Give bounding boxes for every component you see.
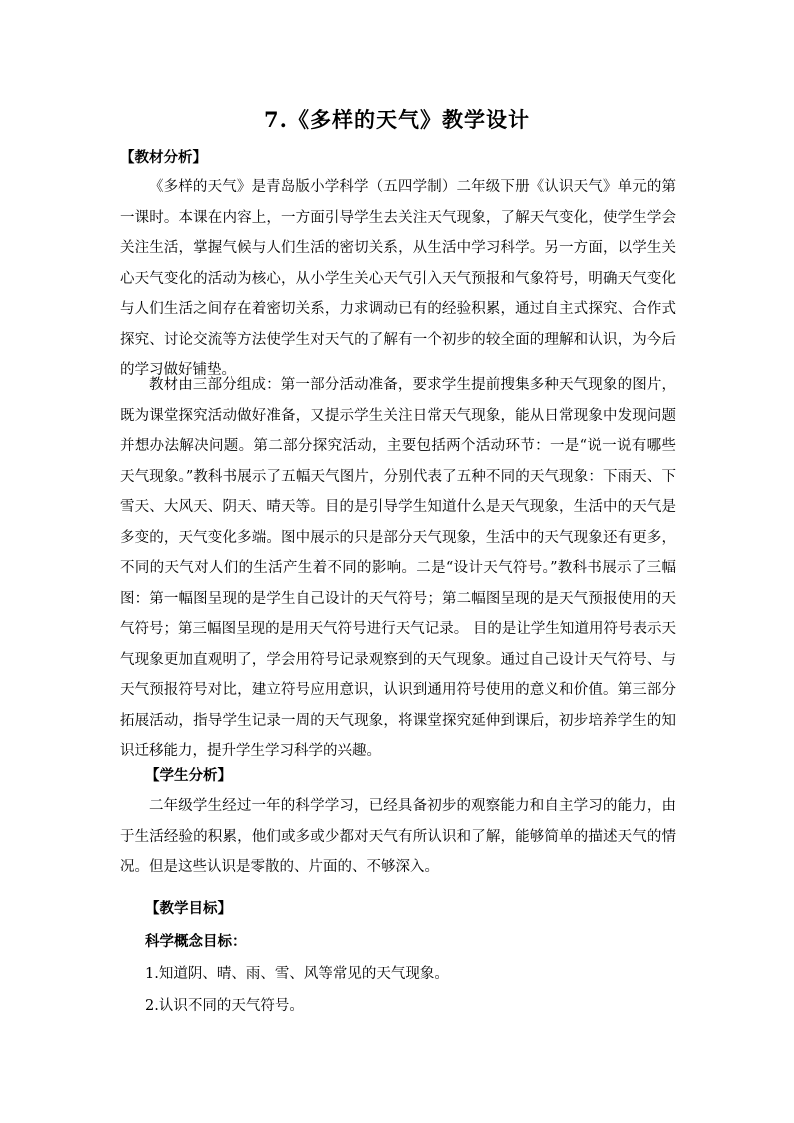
section-heading-student: 【学生分析】 [145, 767, 232, 784]
section-heading-material: 【教材分析】 [120, 149, 207, 166]
goals-subheading: 科学概念目标： [145, 933, 247, 950]
goal-item-1: 1.知道阴、晴、雨、雪、风等常见的天气现象。 [145, 966, 449, 982]
paragraph-material-2: 教材由三部分组成：第一部分活动准备，要求学生提前搜集多种天气现象的图片，既为课堂探究活动做好准备，又提示学生关注日常天气现象，能从日常现象中发现问题并想办法解决问题。第二部分探究活动，主要包括两个活动环节：一是“说一说有哪些天气现象。”教科书展示了五幅天气图片，分别代表了五种不同的天气现象：下雨天、下雪天、大风天、阴天、晴天等。目的是引导学生知道什么是天气现象，生活中的天气是多变的，天气变化多端。图中展示的只是部分天气现象，生活中的天气现象还有更多，不同的天气对人们的生活产生着不同的影响。二是“设计天气符号。”教科书展示了三幅图：第一幅图呈现的是学生自己设计的天气符号；第二幅图呈现的是天气预报使用的天气符号；第三幅图呈现的是用天气符号进行天气记录。 目的是让学生知道用符号表示天气现象更加直观明了，学会用符号记录观察到的天气现象。通过自己设计天气符号、与天气预报符号对比，建立符号应用意识，认识到通用符号使用的意义和价值。第三部分拓展活动，指导学生记录一周的天气现象，将课堂探究延伸到课后，初步培养学生的知识迁移能力，提升学生学习科学的兴趣。 [120, 377, 676, 759]
paragraph-material-1: 《多样的天气》是青岛版小学科学（五四学制）二年级下册《认识天气》单元的第一课时。本课在内容上，一方面引导学生去关注天气现象，了解天气变化，使学生学会关注生活，掌握气候与人们生活的密切关系，从生活中学习科学。另一方面，以学生关心天气变化的活动为核心，从小学生关心天气引入天气预报和气象符号，明确天气变化与人们生活之间存在着密切关系，力求调动已有的经验积累，通过自主式探究、合作式探究、讨论交流等方法使学生对天气的了解有一个初步的较全面的理解和认识，为今后的学习做好铺垫。 [120, 179, 676, 378]
goal-item-2: 2.认识不同的天气符号。 [145, 998, 304, 1014]
paragraph-student-1: 二年级学生经过一年的科学学习，已经具备初步的观察能力和自主学习的能力，由于生活经验的积累，他们或多或少都对天气有所认识和了解，能够简单的描述天气的情况。但是这些认识是零散的、片面的、不够深入。 [120, 798, 676, 875]
document-title: 7.《多样的天气》教学设计 [264, 107, 530, 132]
section-heading-goals: 【教学目标】 [145, 900, 232, 917]
